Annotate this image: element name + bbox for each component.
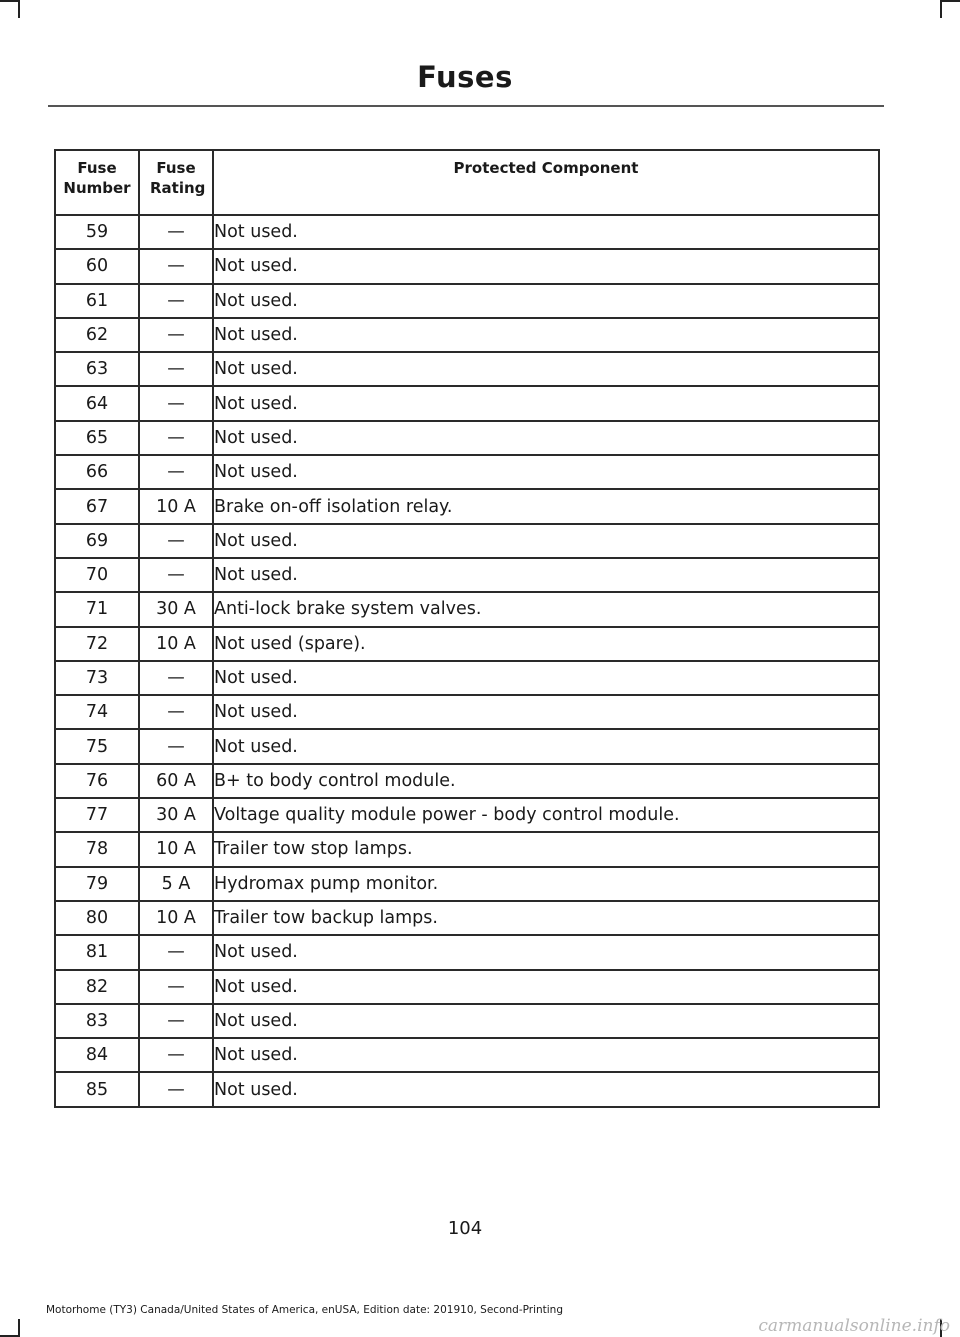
header-fuse-number: Fuse Number xyxy=(55,150,139,215)
protected-component: Voltage quality module power - body control module. xyxy=(213,798,879,832)
fuse-rating: — xyxy=(139,524,213,558)
table-row xyxy=(55,284,879,318)
fuse-rating: — xyxy=(139,284,213,318)
table-row xyxy=(55,386,879,420)
fuse-rating: — xyxy=(139,661,213,695)
crop-mark-top-right xyxy=(940,0,942,18)
watermark: carmanualsonline.info xyxy=(758,1316,950,1336)
table-row xyxy=(55,592,879,626)
fuse-number: 60 xyxy=(55,249,139,283)
fuse-number: 75 xyxy=(55,729,139,763)
table-row xyxy=(55,421,879,455)
fuse-number: 78 xyxy=(55,832,139,866)
fuse-number: 71 xyxy=(55,592,139,626)
protected-component: Not used. xyxy=(213,970,879,1004)
fuse-number: 64 xyxy=(55,386,139,420)
fuse-number: 76 xyxy=(55,764,139,798)
fuse-number: 62 xyxy=(55,318,139,352)
protected-component: Not used. xyxy=(213,695,879,729)
fuse-number: 79 xyxy=(55,867,139,901)
fuse-number: 85 xyxy=(55,1072,139,1106)
fuse-rating: — xyxy=(139,1072,213,1106)
protected-component: Trailer tow backup lamps. xyxy=(213,901,879,935)
protected-component: Not used. xyxy=(213,1004,879,1038)
table-row xyxy=(55,318,879,352)
table-row xyxy=(55,524,879,558)
fuse-rating: 60 A xyxy=(139,764,213,798)
fuse-number: 59 xyxy=(55,215,139,249)
fuse-rating: — xyxy=(139,935,213,969)
fuse-number: 83 xyxy=(55,1004,139,1038)
fuse-rating: — xyxy=(139,695,213,729)
header-fuse-rating: Fuse Rating xyxy=(139,150,213,215)
table-row xyxy=(55,558,879,592)
fuse-rating: — xyxy=(139,421,213,455)
fuse-number: 70 xyxy=(55,558,139,592)
fuse-number: 61 xyxy=(55,284,139,318)
table-row xyxy=(55,489,879,523)
table-row xyxy=(55,970,879,1004)
protected-component: Not used. xyxy=(213,455,879,489)
fuse-rating: — xyxy=(139,352,213,386)
table-row xyxy=(55,832,879,866)
fuse-rating: — xyxy=(139,249,213,283)
protected-component: Not used. xyxy=(213,661,879,695)
table-row xyxy=(55,455,879,489)
fuse-rating: — xyxy=(139,1038,213,1072)
page-number: 104 xyxy=(447,1218,483,1239)
protected-component: Not used. xyxy=(213,1072,879,1106)
table-row xyxy=(55,627,879,661)
protected-component: Not used (spare). xyxy=(213,627,879,661)
table-row xyxy=(55,215,879,249)
protected-component: Not used. xyxy=(213,318,879,352)
table-row xyxy=(55,764,879,798)
protected-component: B+ to body control module. xyxy=(213,764,879,798)
crop-mark-top-right xyxy=(942,0,960,2)
fuse-rating: — xyxy=(139,215,213,249)
fuse-number: 80 xyxy=(55,901,139,935)
protected-component: Not used. xyxy=(213,284,879,318)
table-row xyxy=(55,1038,879,1072)
protected-component: Not used. xyxy=(213,558,879,592)
fuse-rating: — xyxy=(139,970,213,1004)
table-row xyxy=(55,352,879,386)
fuse-number: 74 xyxy=(55,695,139,729)
protected-component: Not used. xyxy=(213,524,879,558)
fuse-rating: — xyxy=(139,558,213,592)
protected-component: Hydromax pump monitor. xyxy=(213,867,879,901)
edition-footer: Motorhome (TY3) Canada/United States of America, enUSA, Edition date: 201910, Second-Printing xyxy=(46,1304,563,1316)
fuse-number: 77 xyxy=(55,798,139,832)
fuse-rating: 30 A xyxy=(139,592,213,626)
fuse-number: 81 xyxy=(55,935,139,969)
fuse-number: 69 xyxy=(55,524,139,558)
table-row xyxy=(55,729,879,763)
header-protected-component: Protected Component xyxy=(213,150,879,215)
fuse-number: 72 xyxy=(55,627,139,661)
fuse-table xyxy=(54,149,880,1108)
table-row xyxy=(55,1004,879,1038)
title-divider xyxy=(48,105,884,107)
protected-component: Not used. xyxy=(213,352,879,386)
protected-component: Not used. xyxy=(213,386,879,420)
protected-component: Not used. xyxy=(213,935,879,969)
table-row xyxy=(55,798,879,832)
fuse-rating: — xyxy=(139,455,213,489)
table-row xyxy=(55,695,879,729)
protected-component: Not used. xyxy=(213,249,879,283)
table-row xyxy=(55,1072,879,1106)
fuse-rating: 10 A xyxy=(139,489,213,523)
crop-mark-top-left xyxy=(18,0,20,18)
fuse-rating: 10 A xyxy=(139,901,213,935)
table-row xyxy=(55,249,879,283)
fuse-number: 66 xyxy=(55,455,139,489)
protected-component: Not used. xyxy=(213,215,879,249)
page-title: Fuses xyxy=(417,60,513,94)
protected-component: Trailer tow stop lamps. xyxy=(213,832,879,866)
table-row xyxy=(55,867,879,901)
fuse-number: 63 xyxy=(55,352,139,386)
fuse-rating: — xyxy=(139,318,213,352)
table-header-row xyxy=(55,150,879,215)
crop-mark-bottom-left xyxy=(18,1319,20,1337)
protected-component: Not used. xyxy=(213,729,879,763)
fuse-rating: — xyxy=(139,386,213,420)
protected-component: Not used. xyxy=(213,1038,879,1072)
table-row xyxy=(55,661,879,695)
fuse-number: 67 xyxy=(55,489,139,523)
fuse-rating: — xyxy=(139,1004,213,1038)
fuse-number: 82 xyxy=(55,970,139,1004)
fuse-number: 84 xyxy=(55,1038,139,1072)
protected-component: Anti-lock brake system valves. xyxy=(213,592,879,626)
fuse-rating: 10 A xyxy=(139,832,213,866)
fuse-rating: 5 A xyxy=(139,867,213,901)
fuse-rating: — xyxy=(139,729,213,763)
fuse-number: 73 xyxy=(55,661,139,695)
table-row xyxy=(55,901,879,935)
crop-mark-top-left xyxy=(0,0,18,2)
fuse-number: 65 xyxy=(55,421,139,455)
protected-component: Brake on-off isolation relay. xyxy=(213,489,879,523)
fuse-rating: 10 A xyxy=(139,627,213,661)
table-row xyxy=(55,935,879,969)
fuse-rating: 30 A xyxy=(139,798,213,832)
protected-component: Not used. xyxy=(213,421,879,455)
